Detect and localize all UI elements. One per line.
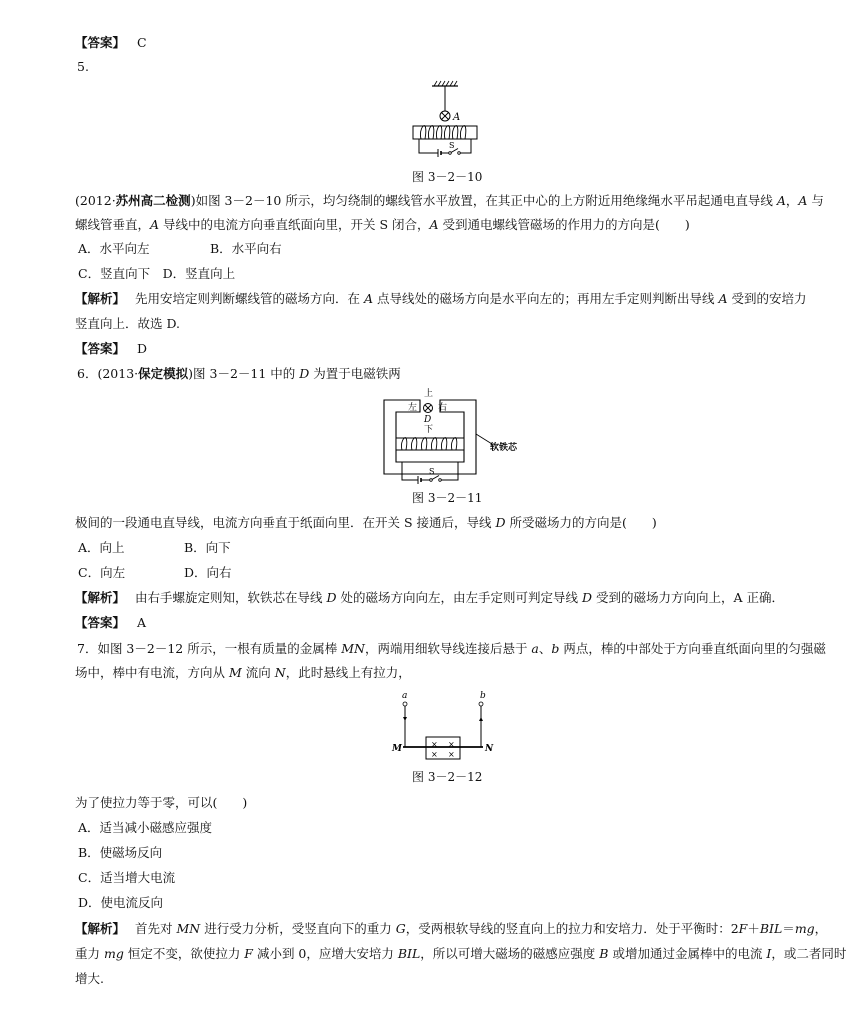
switch-label: S [429, 467, 435, 476]
q6-answer [75, 614, 146, 632]
field-cross-icon: × [448, 750, 455, 759]
figure-metal-rod [388, 690, 498, 760]
figure-electromagnet [380, 388, 520, 486]
option-b: B．水平向右 [210, 241, 282, 256]
figure-caption: 图 3－2－11 [412, 491, 483, 505]
q7-stem-line-2: 场中，棒中有电流，方向从 M 流向 N，此时悬线上有拉力， [75, 665, 411, 680]
q5-answer [75, 340, 147, 358]
option-d: D．使电流反向 [78, 895, 164, 910]
end-m-label: M [392, 744, 402, 754]
option-cd: C．竖直向下 D．竖直向上 [78, 266, 236, 281]
wire-label: D [424, 415, 432, 425]
option-c: C．适当增大电流 [78, 870, 176, 885]
field-cross-icon: × [448, 740, 455, 749]
q5-analysis-line-2: 竖直向上．故选 D. [75, 316, 181, 331]
answer-value: A [137, 615, 147, 630]
q7-analysis-line-2: 重力 mg 恒定不变，欲使拉力 F 减小到 0，应增大安培力 BIL，所以可增大磁场的磁感应强度 B 或增加通过金属棒中的电流 I，或二者同时 [75, 946, 847, 961]
analysis-label: 【解析】 [75, 590, 126, 605]
q7-stem-line-1: 7．如图 3－2－12 所示，一根有质量的金属棒 MN，两端用细软导线连接后悬于 a、b 两点，棒的中部处于方向垂直纸面向里的匀强磁 [77, 641, 826, 656]
field-cross-icon: × [431, 750, 438, 759]
q7-analysis-line-3: 增大. [75, 971, 104, 986]
answer-label: 【答案】 [75, 615, 126, 630]
option-b: B．向下 [184, 540, 231, 555]
option-b: B．使磁场反向 [78, 845, 163, 860]
answer-value: C [137, 35, 147, 50]
question-number: 5. [77, 59, 89, 74]
core-label: 软铁芯 [490, 443, 518, 453]
q6-analysis: 【解析】 由右手螺旋定则知，软铁芯在导线 D 处的磁场方向向左，由左手定则可判定导线 D 受到的磁场力方向向上，A 正确． [75, 590, 784, 605]
q6-stem-line-1: 6．(2013·保定模拟)图 3－2－11 中的 D 为置于电磁铁两 [77, 366, 401, 381]
answer-value: D [137, 341, 148, 356]
answer-label: 【答案】 [75, 341, 126, 356]
option-a: A．向上 [78, 540, 125, 555]
wire-label: A [453, 112, 461, 123]
up-label: 上 [424, 389, 434, 399]
point-b-label: b [480, 691, 486, 701]
q5-analysis-line-1: 【解析】 先用安培定则判断螺线管的磁场方向．在 A 点导线处的磁场方向是水平向左的；再用左手定则判断出导线 A 受到的安培力 [75, 291, 807, 306]
point-a-label: a [402, 691, 408, 701]
q7-stem-line-3: 为了使拉力等于零，可以( ) [75, 795, 248, 810]
figure-caption: 图 3－2－10 [412, 170, 483, 184]
option-a: A．水平向左 [78, 241, 150, 256]
option-d: D．向右 [184, 565, 232, 580]
q7-analysis-line-1: 【解析】 首先对 MN 进行受力分析，受竖直向下的重力 G，受两根软导线的竖直向上的拉力和安培力．处于平衡时：2F＋BIL＝mg， [75, 921, 828, 936]
answer-label: 【答案】 [75, 35, 126, 50]
field-cross-icon: × [431, 740, 438, 749]
q5-stem-line-2: 螺线管垂直，A 导线中的电流方向垂直纸面向里，开关 S 闭合，A 受到通电螺线管磁场的作用力的方向是( ) [75, 217, 690, 232]
option-a: A．适当减小磁感应强度 [78, 820, 213, 835]
analysis-label: 【解析】 [75, 921, 126, 936]
right-label: 右 [438, 403, 448, 413]
down-label: 下 [424, 425, 434, 435]
figure-solenoid-wire [405, 80, 485, 162]
switch-label: S [449, 141, 455, 150]
q5-stem-line-1: (2012·苏州高二检测)如图 3－2－10 所示，均匀绕制的螺线管水平放置，在其正中心的上方附近用绝缘绳水平吊起通电直导线 A，A 与 [75, 193, 824, 208]
q6-stem-line-2: 极间的一段通电直导线，电流方向垂直于纸面向里．在开关 S 接通后，导线 D 所受磁场力的方向是( ) [75, 515, 657, 530]
option-c: C．向左 [78, 565, 126, 580]
end-n-label: N [485, 744, 494, 754]
left-label: 左 [408, 403, 418, 413]
analysis-label: 【解析】 [75, 291, 126, 306]
q4-answer [75, 34, 147, 52]
figure-caption: 图 3－2－12 [412, 770, 483, 784]
